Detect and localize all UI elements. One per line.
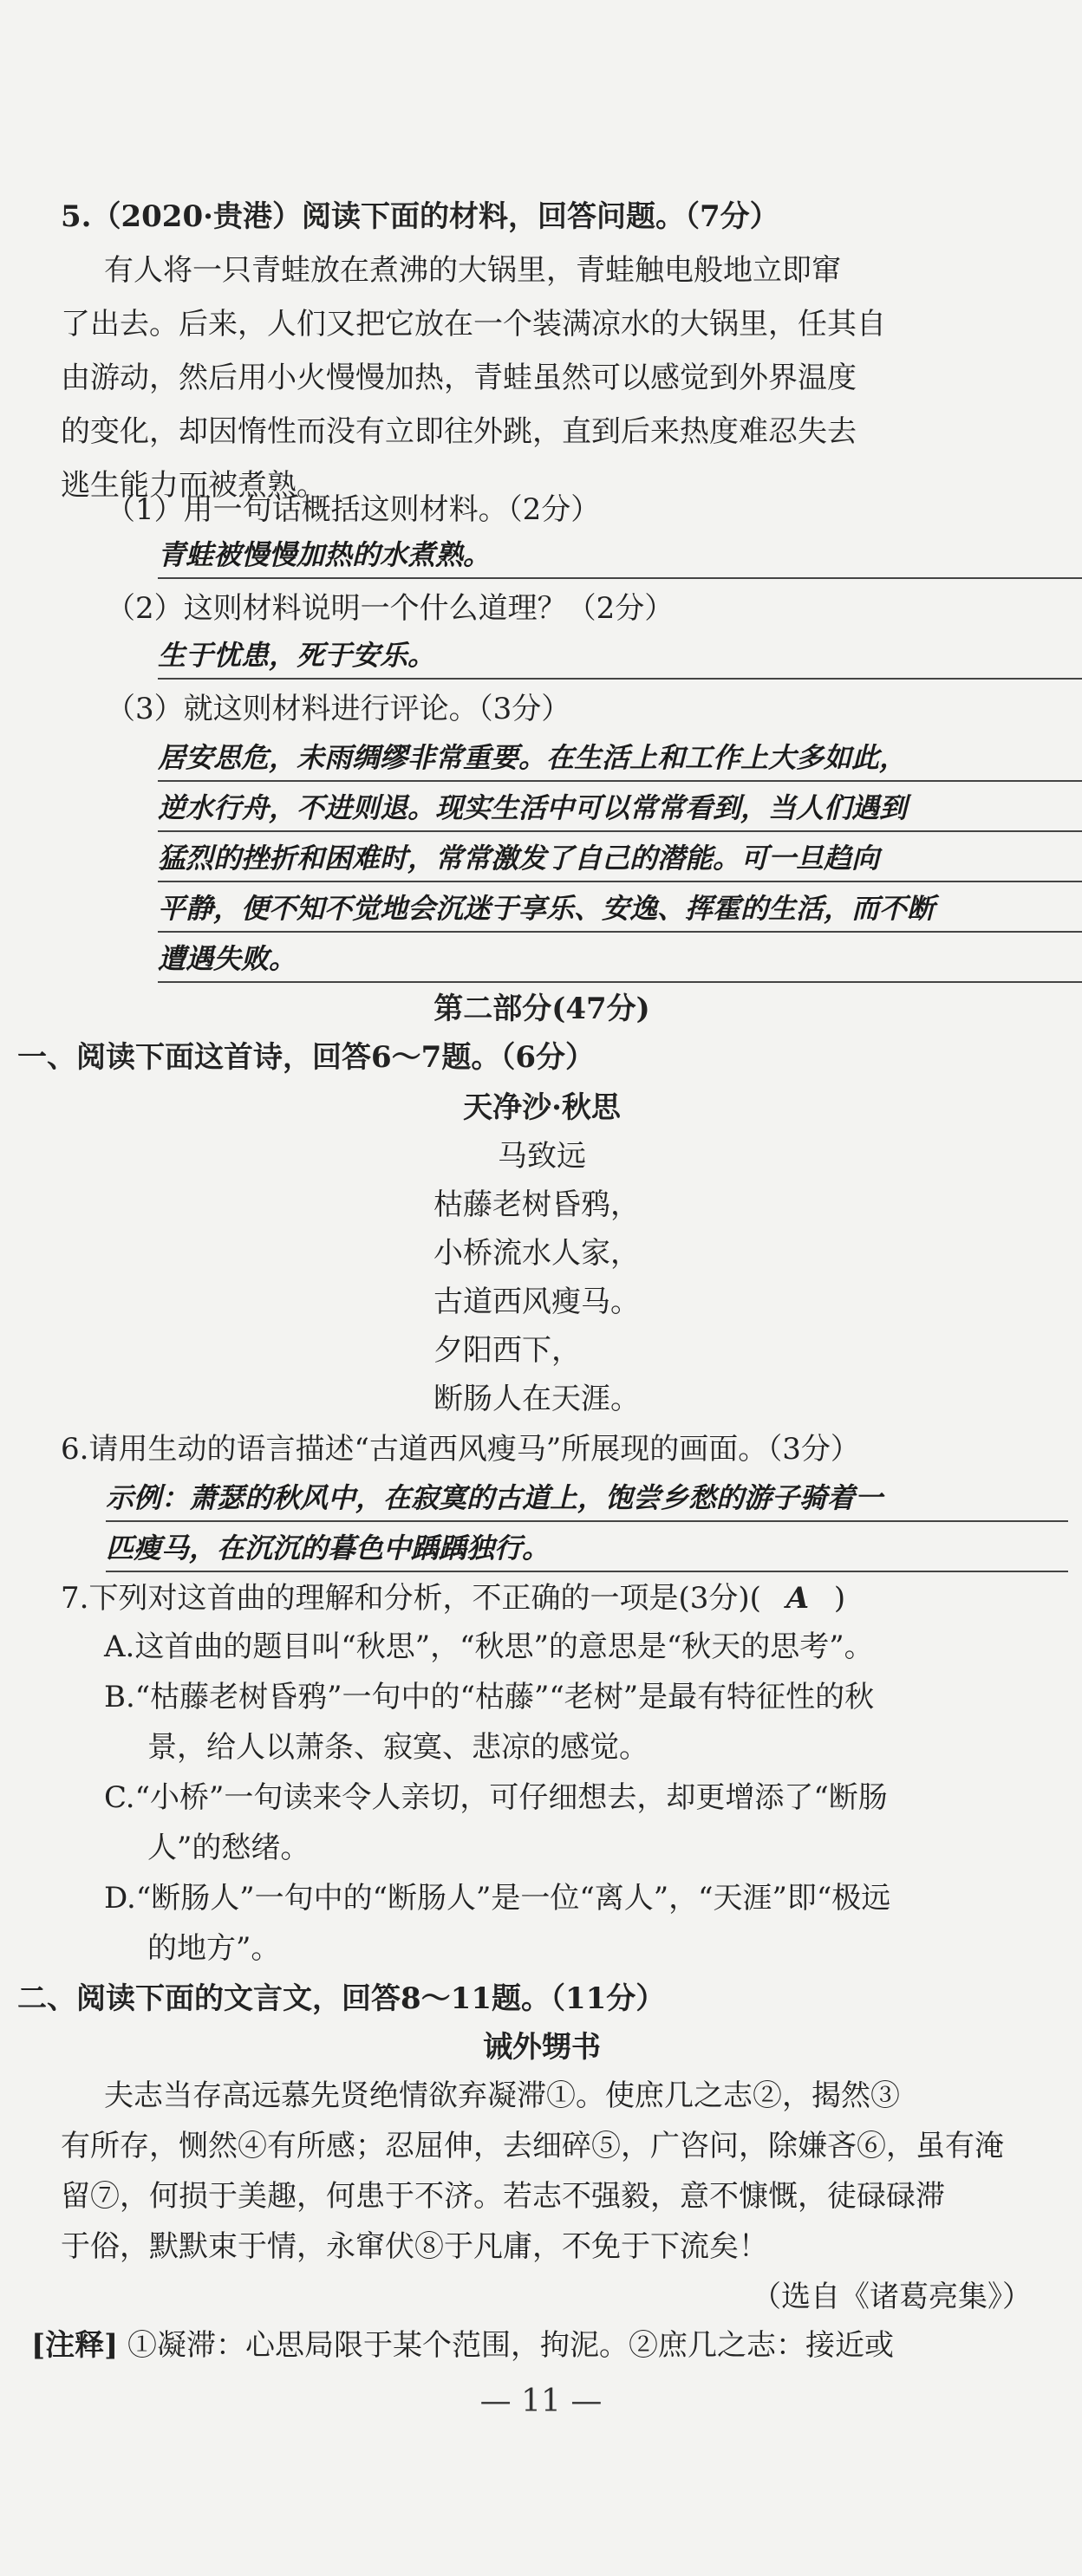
classical-line xyxy=(104,2077,900,2115)
q7-option: B.“枯藤老树昏鸦”一句中的“枯藤”“老树”是最有特征性的秋 xyxy=(104,1680,875,1714)
section2-heading: 二、阅读下面的文言文，回答8～11题。（11分） xyxy=(17,1981,666,2016)
poem-title: 天净沙·秋思 xyxy=(463,1090,621,1125)
q7-option-cont: 的地方”。 xyxy=(147,1931,281,1966)
part2-heading: 第二部分(47分) xyxy=(433,992,650,1026)
page xyxy=(17,0,1032,2576)
q5-material-line: 了出去。后来，人们又把它放在一个装满凉水的大锅里，任其自 xyxy=(61,307,886,342)
q5-title: 5.（2020·贵港）阅读下面的材料，回答问题。（7分） xyxy=(61,199,779,234)
answer-line: 生于忧患，死于安乐。 xyxy=(158,636,1082,680)
q5-sub2: （2）这则材料说明一个什么道理？（2分） xyxy=(106,591,675,626)
q7-option: C.“小桥”一句读来令人亲切，可仔细想去，却更增添了“断肠 xyxy=(104,1780,888,1815)
note-line xyxy=(31,2326,894,2365)
classical-line: 留⑦，何损于美趣，何患于不济。若志不强毅，意不慷慨，徒碌碌滞 xyxy=(61,2179,945,2214)
poem-line: 枯藤老树昏鸦， xyxy=(433,1187,640,1222)
answer-line: 遭遇失败。 xyxy=(158,940,1082,983)
poem-line: 断肠人在天涯。 xyxy=(433,1382,640,1416)
q7-answer: A xyxy=(785,1581,810,1616)
q5-material-line: 有人将一只青蛙放在煮沸的大锅里，青蛙触电般地立即窜 xyxy=(104,253,841,288)
poem-line: 小桥流水人家， xyxy=(433,1236,640,1271)
q7-stem: 7.下列对这首曲的理解和分析，不正确的一项是(3分)( xyxy=(61,1581,761,1616)
answer-line: 青蛙被慢慢加热的水煮熟。 xyxy=(158,536,1082,579)
poem-line: 夕阳西下， xyxy=(433,1333,581,1368)
q5-material-line: 的变化，却因惰性而没有立即往外跳，直到后来热度难忍失去 xyxy=(61,414,857,449)
source-citation: （选自《诸葛亮集》） xyxy=(752,2280,1032,2314)
q5-sub3: （3）就这则材料进行评论。（3分） xyxy=(106,692,571,726)
answer-line: 匹瘦马，在沉沉的暮色中踽踽独行。 xyxy=(106,1529,1068,1572)
note-label: [注释] xyxy=(31,2328,119,2363)
q5-sub1: （1）用一句话概括这则材料。（2分） xyxy=(106,492,601,527)
note-text: ①凝滞：心思局限于某个范围，拘泥。②庶几之志：接近或 xyxy=(127,2328,894,2363)
q7-option-cont: 人”的愁绪。 xyxy=(147,1831,310,1865)
answer-line: 逆水行舟，不进则退。现实生活中可以常常看到，当人们遇到 xyxy=(158,789,1082,832)
classical-line: 于俗，默默束于情，永窜伏⑧于凡庸，不免于下流矣！ xyxy=(61,2229,768,2264)
answer-line: 猛烈的挫折和困难时，常常激发了自己的潜能。可一旦趋向 xyxy=(158,839,1082,882)
q7-option: D.“断肠人”一句中的“断肠人”是一位“离人”，“天涯”即“极远 xyxy=(104,1881,891,1916)
page-number: — 11 — xyxy=(479,2384,603,2419)
q7-close: ) xyxy=(833,1581,846,1616)
classical-line: 有所存，恻然④有所感；忍屈伸，去细碎⑤，广咨问，除嫌吝⑥，虽有淹 xyxy=(61,2129,1004,2163)
poem-author: 马致远 xyxy=(498,1139,586,1174)
answer-line: 平静，便不知不觉地会沉迷于享乐、安逸、挥霍的生活，而不断 xyxy=(158,889,1082,933)
classical-line-text: 夫志当存高远慕先贤绝情欲弃凝滞①。使庶几之志②，揭然③ xyxy=(104,2078,900,2113)
q7-title xyxy=(61,1579,845,1617)
section1-heading: 一、阅读下面这首诗，回答6～7题。（6分） xyxy=(17,1040,595,1075)
classical-title: 诫外甥书 xyxy=(483,2030,601,2065)
q5-material-line: 由游动，然后用小火慢慢加热，青蛙虽然可以感觉到外界温度 xyxy=(61,361,857,395)
poem-line: 古道西风瘦马。 xyxy=(433,1285,640,1319)
q7-option-cont: 景，给人以萧条、寂寞、悲凉的感觉。 xyxy=(147,1730,649,1765)
answer-line: 示例：萧瑟的秋风中，在寂寞的古道上，饱尝乡愁的游子骑着一 xyxy=(106,1479,1068,1522)
q6-title: 6.请用生动的语言描述“古道西风瘦马”所展现的画面。（3分） xyxy=(61,1432,860,1467)
answer-line: 居安思危，未雨绸缪非常重要。在生活上和工作上大多如此， xyxy=(158,738,1082,782)
q7-option: A.这首曲的题目叫“秋思”，“秋思”的意思是“秋天的思考”。 xyxy=(104,1630,874,1664)
q5-material-line: 逃生能力而被煮熟。 xyxy=(61,468,326,503)
